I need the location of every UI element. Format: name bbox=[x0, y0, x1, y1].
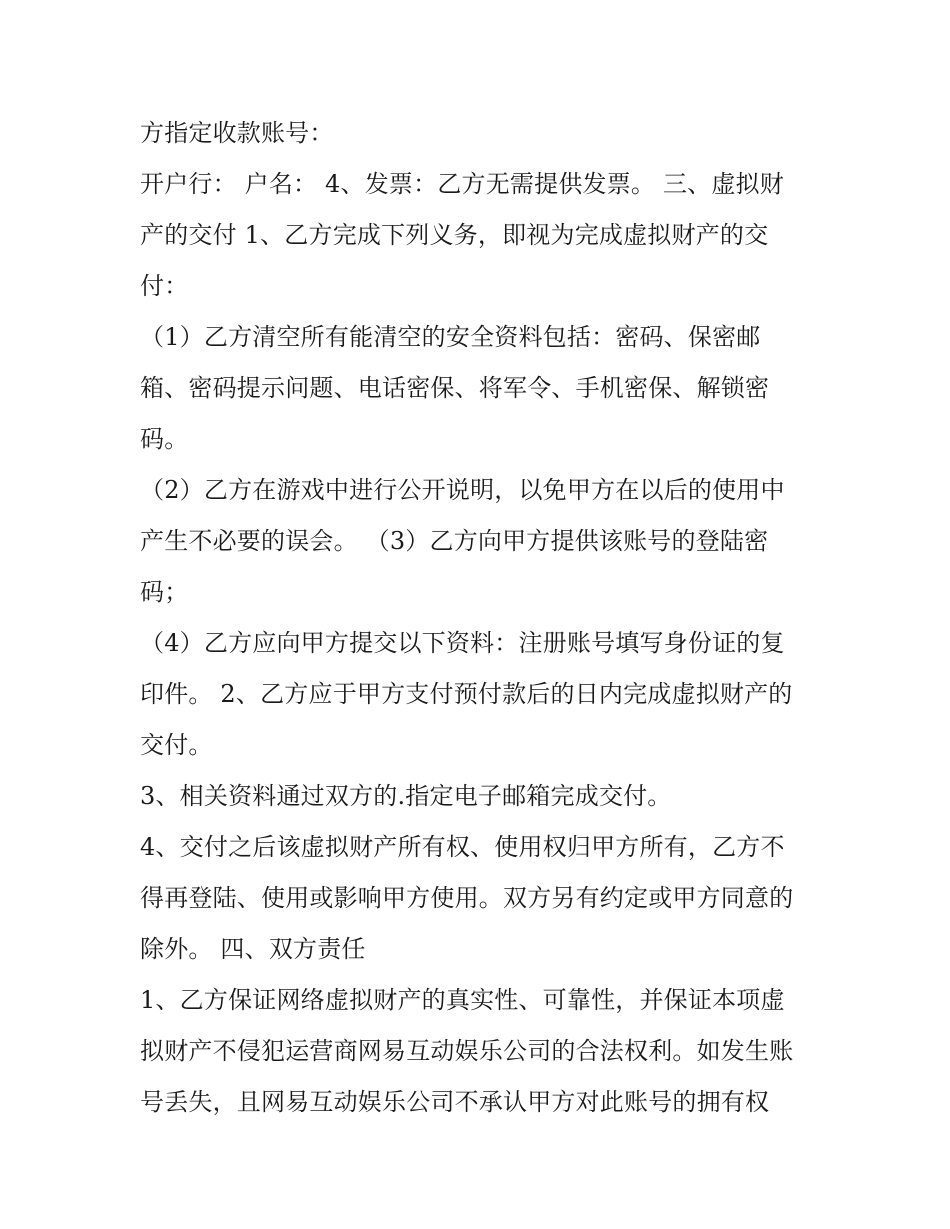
text-line: 方指定收款账号： bbox=[140, 119, 334, 147]
text-line: 开户行： 户名： 4、发票：乙方无需提供发票。 三、虚拟财 bbox=[140, 170, 784, 198]
text-line: 产生不必要的误会。 （3）乙方向甲方提供该账号的登陆密 bbox=[140, 527, 769, 555]
document-body bbox=[140, 108, 820, 1128]
text-line: （2）乙方在游戏中进行公开说明，以免甲方在以后的使用中 bbox=[140, 476, 785, 504]
text-line: 1、乙方保证网络虚拟财产的真实性、可靠性，并保证本项虚 bbox=[140, 986, 785, 1014]
text-line: 交付。 bbox=[140, 731, 213, 759]
text-line: 拟财产不侵犯运营商网易互动娱乐公司的合法权利。如发生账 bbox=[140, 1037, 794, 1065]
text-line: 印件。 2、乙方应于甲方支付预付款后的日内完成虚拟财产的 bbox=[140, 680, 793, 708]
text-line: 产的交付 1、乙方完成下列义务，即视为完成虚拟财产的交 bbox=[140, 221, 769, 249]
text-line: 得再登陆、使用或影响甲方使用。双方另有约定或甲方同意的 bbox=[140, 884, 794, 912]
text-line: （4）乙方应向甲方提交以下资料：注册账号填写身份证的复 bbox=[140, 629, 785, 657]
text-line: （1）乙方清空所有能清空的安全资料包括：密码、保密邮 bbox=[140, 323, 761, 351]
text-line: 3、相关资料通过双方的.指定电子邮箱完成交付。 bbox=[140, 782, 672, 810]
text-line: 码； bbox=[140, 578, 189, 606]
text-line: 除外。 四、双方责任 bbox=[140, 935, 366, 963]
text-line: 4、交付之后该虚拟财产所有权、使用权归甲方所有，乙方不 bbox=[140, 833, 785, 861]
text-line: 号丢失，且网易互动娱乐公司不承认甲方对此账号的拥有权 bbox=[140, 1088, 770, 1116]
text-line: 码。 bbox=[140, 425, 189, 453]
text-line: 箱、密码提示问题、电话密保、将军令、手机密保、解锁密 bbox=[140, 374, 770, 402]
text-line: 付： bbox=[140, 272, 189, 300]
